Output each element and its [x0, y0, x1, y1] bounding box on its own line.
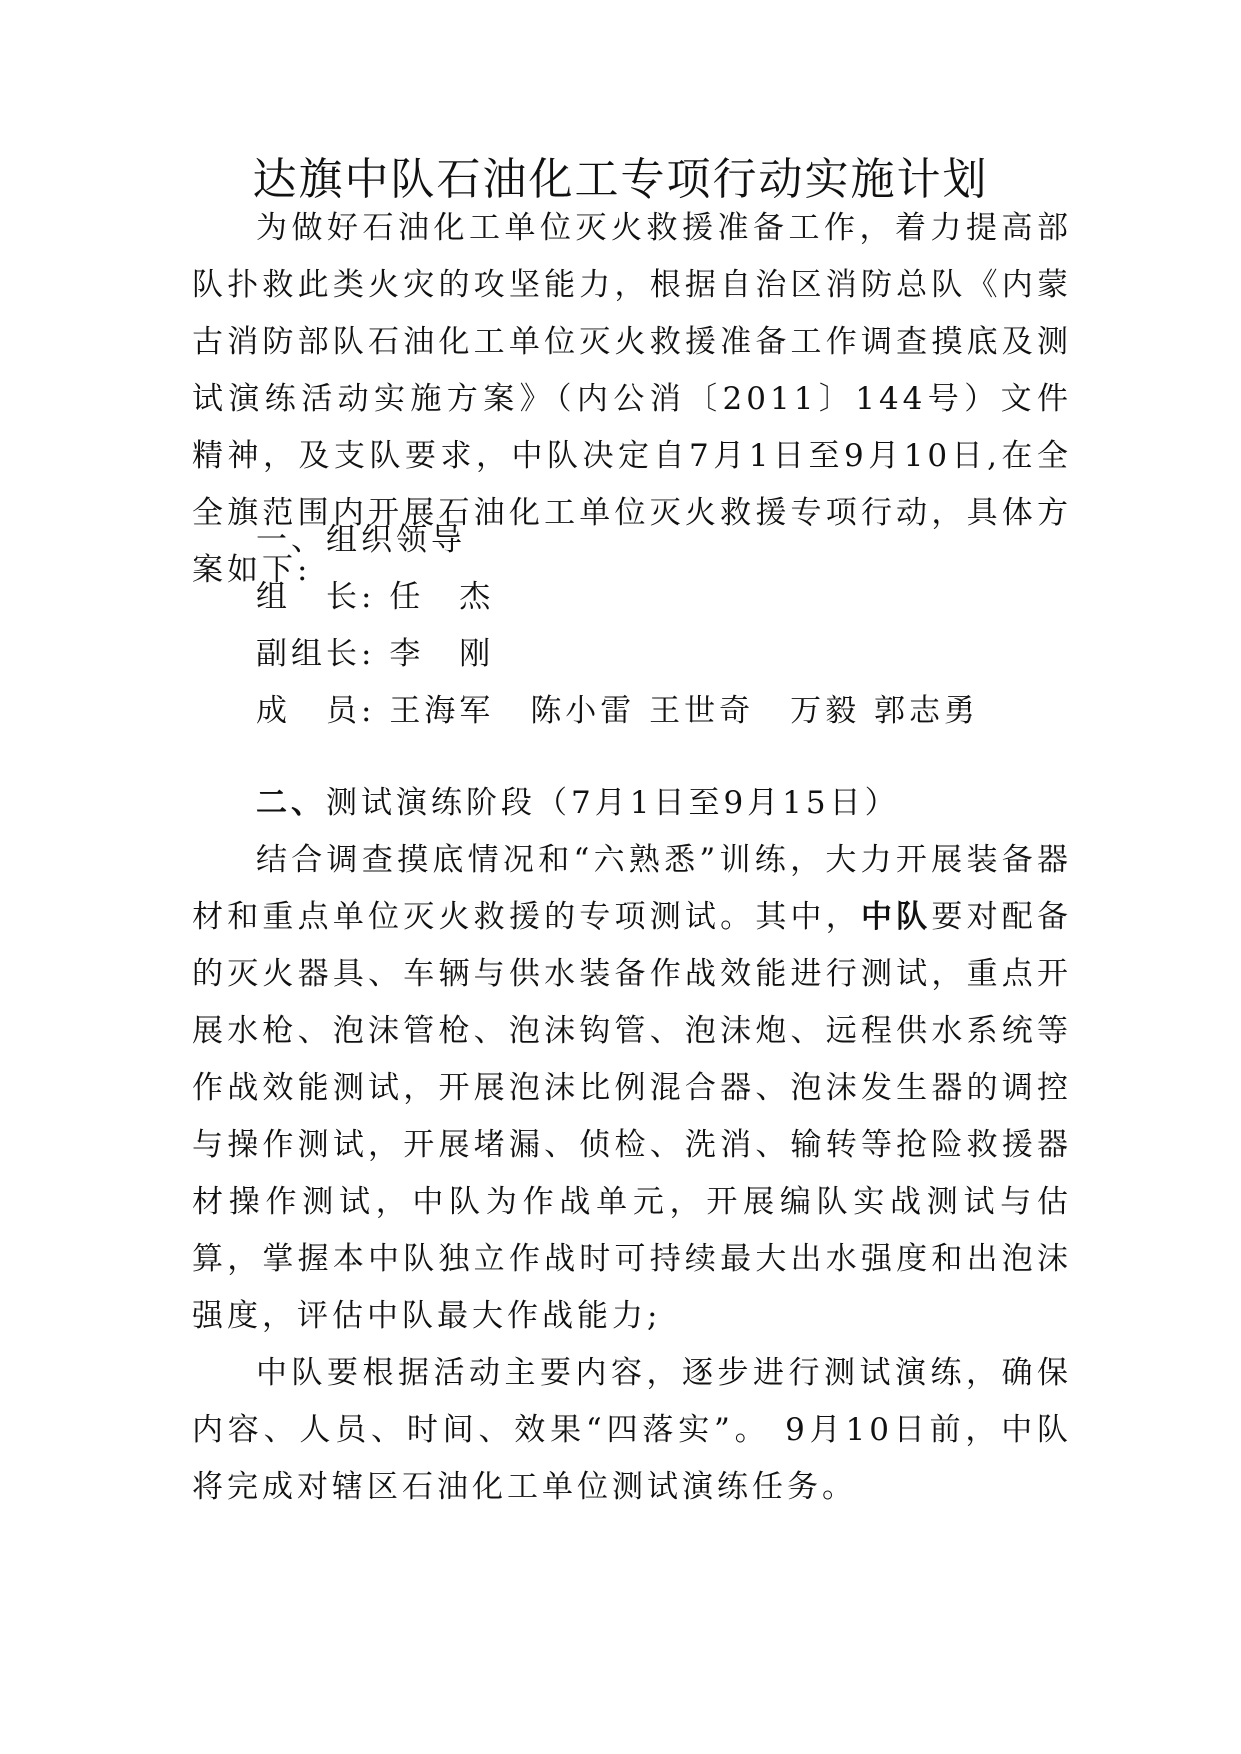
member-name: 万毅 — [790, 693, 861, 729]
paragraph-text: 结合调查摸底情况和“六熟悉”训练，大力开展装备器材和重点单位灭火救援的专项测试。其中， — [192, 842, 1072, 935]
leader-label: 组 长: — [256, 579, 376, 615]
intro-paragraph: 为做好石油化工单位灭火救援准备工作，着力提高部队扑救此类火灾的攻坚能力，根据自治区消防总队《内蒙古消防部队石油化工单位灭火救援准备工作调查摸底及测试演练活动实施方案》（内公消〔2011〕144号）文件精神，及支队要求，中队决定自7月1日至9月10日,在全全旗范围内开展石油化工单位灭火救援专项行动，具体方案如下: — [192, 210, 1072, 588]
member-name: 王世奇 — [649, 693, 755, 729]
members-row — [192, 683, 1072, 740]
emphasis-text: 中队 — [860, 899, 932, 935]
deputy-row — [192, 626, 1072, 683]
members-label: 成 员: — [256, 693, 376, 729]
testing-section — [192, 775, 1072, 1516]
member-name: 郭志勇 — [874, 693, 980, 729]
organization-section — [192, 512, 1072, 740]
deputy-name: 李 刚 — [389, 636, 495, 672]
testing-paragraph-1 — [192, 832, 1072, 1345]
document-title: 达旗中队石油化工专项行动实施计划 — [252, 154, 989, 205]
leader-row — [192, 569, 1072, 626]
section-heading-text: 测试演练阶段（7月1日至9月15日） — [326, 785, 900, 821]
testing-paragraph-2: 中队要根据活动主要内容，逐步进行测试演练，确保内容、人员、时间、效果“四落实”。 9月10日前，中队将完成对辖区石油化工单位测试演练任务。 — [192, 1355, 1072, 1505]
leader-name: 任 杰 — [389, 579, 495, 615]
member-name: 陈小雷 — [530, 693, 636, 729]
deputy-label: 副组长: — [256, 636, 376, 672]
member-name: 王海军 — [389, 693, 495, 729]
section-number: 二、 — [256, 785, 326, 821]
section-heading — [192, 775, 1072, 832]
paragraph-text: 要对配备的灭火器具、车辆与供水装备作战效能进行测试，重点开展水枪、泡沫管枪、泡沫钩管、泡沫炮、远程供水系统等作战效能测试，开展泡沫比例混合器、泡沫发生器的调控与操作测试，开展堵漏、侦检、洗消、输转等抢险救援器材操作测试，中队为作战单元，开展编队实战测试与估算，掌握本中队独立作战时可持续最大出水强度和出泡沫强度，评估中队最大作战能力; — [192, 899, 1073, 1334]
section-heading: 一、组织领导 — [256, 522, 466, 558]
